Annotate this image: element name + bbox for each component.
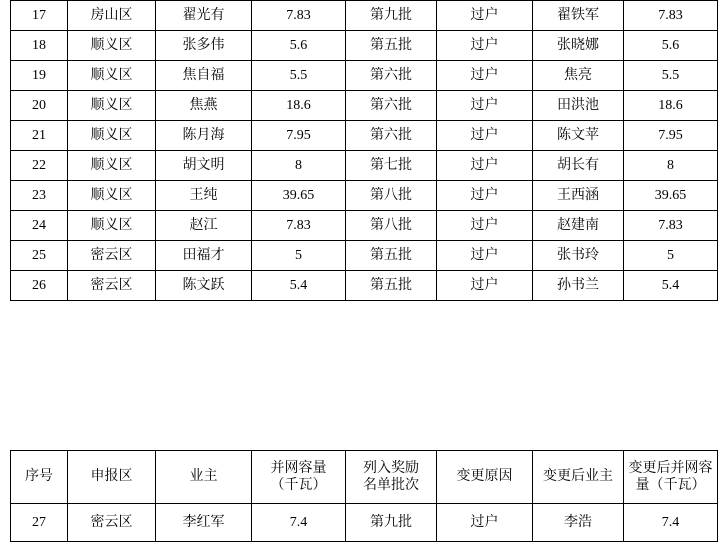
cell-new-capacity: 18.6 xyxy=(624,91,718,121)
cell-new-capacity: 5.6 xyxy=(624,31,718,61)
table-row xyxy=(11,1,718,31)
table-row xyxy=(11,211,718,241)
table-row xyxy=(11,91,718,121)
cell-new-owner: 田洪池 xyxy=(533,91,624,121)
cell-batch: 第六批 xyxy=(346,121,437,151)
cell-owner: 胡文明 xyxy=(156,151,252,181)
cell-district: 顺义区 xyxy=(68,151,156,181)
cell-new-owner: 张晓娜 xyxy=(533,31,624,61)
header-batch: 列入奖励 名单批次 xyxy=(346,451,437,504)
header-district: 申报区 xyxy=(68,451,156,504)
cell-district: 顺义区 xyxy=(68,211,156,241)
cell-new-capacity: 5 xyxy=(624,241,718,271)
cell-batch: 第八批 xyxy=(346,181,437,211)
data-table-continued xyxy=(10,0,718,301)
cell-batch: 第六批 xyxy=(346,91,437,121)
cell-owner: 李红军 xyxy=(156,504,252,542)
cell-reason: 过户 xyxy=(437,121,533,151)
cell-district: 顺义区 xyxy=(68,121,156,151)
cell-new-owner: 焦亮 xyxy=(533,61,624,91)
header-row xyxy=(11,451,718,504)
cell-capacity: 5.5 xyxy=(252,61,346,91)
table-row xyxy=(11,241,718,271)
cell-new-capacity: 8 xyxy=(624,151,718,181)
cell-district: 密云区 xyxy=(68,241,156,271)
cell-batch: 第九批 xyxy=(346,504,437,542)
cell-new-capacity: 7.4 xyxy=(624,504,718,542)
cell-new-capacity: 5.4 xyxy=(624,271,718,301)
cell-new-owner: 李浩 xyxy=(533,504,624,542)
cell-reason: 过户 xyxy=(437,181,533,211)
cell-reason: 过户 xyxy=(437,241,533,271)
cell-batch: 第五批 xyxy=(346,241,437,271)
table-row xyxy=(11,181,718,211)
cell-capacity: 5 xyxy=(252,241,346,271)
table-row xyxy=(11,504,718,542)
cell-reason: 过户 xyxy=(437,91,533,121)
cell-new-capacity: 7.83 xyxy=(624,1,718,31)
cell-reason: 过户 xyxy=(437,61,533,91)
cell-capacity: 7.83 xyxy=(252,1,346,31)
cell-reason: 过户 xyxy=(437,271,533,301)
cell-new-owner: 孙书兰 xyxy=(533,271,624,301)
cell-new-capacity: 7.95 xyxy=(624,121,718,151)
cell-index: 25 xyxy=(11,241,68,271)
cell-index: 23 xyxy=(11,181,68,211)
header-new-capacity: 变更后并网容 量（千瓦） xyxy=(624,451,718,504)
cell-batch: 第五批 xyxy=(346,271,437,301)
header-new-owner: 变更后业主 xyxy=(533,451,624,504)
cell-reason: 过户 xyxy=(437,31,533,61)
cell-district: 顺义区 xyxy=(68,91,156,121)
cell-capacity: 7.4 xyxy=(252,504,346,542)
cell-index: 22 xyxy=(11,151,68,181)
cell-batch: 第六批 xyxy=(346,61,437,91)
header-index: 序号 xyxy=(11,451,68,504)
cell-owner: 焦自福 xyxy=(156,61,252,91)
cell-index: 27 xyxy=(11,504,68,542)
cell-owner: 陈月海 xyxy=(156,121,252,151)
cell-owner: 田福才 xyxy=(156,241,252,271)
cell-owner: 陈文跃 xyxy=(156,271,252,301)
cell-district: 房山区 xyxy=(68,1,156,31)
cell-district: 顺义区 xyxy=(68,31,156,61)
table-body xyxy=(11,1,718,301)
cell-district: 顺义区 xyxy=(68,181,156,211)
cell-new-owner: 翟铁军 xyxy=(533,1,624,31)
cell-district: 密云区 xyxy=(68,271,156,301)
cell-capacity: 8 xyxy=(252,151,346,181)
cell-index: 20 xyxy=(11,91,68,121)
cell-index: 26 xyxy=(11,271,68,301)
cell-reason: 过户 xyxy=(437,504,533,542)
table-body xyxy=(11,504,718,542)
cell-reason: 过户 xyxy=(437,211,533,241)
cell-index: 18 xyxy=(11,31,68,61)
cell-new-owner: 胡长有 xyxy=(533,151,624,181)
cell-capacity: 5.6 xyxy=(252,31,346,61)
cell-reason: 过户 xyxy=(437,151,533,181)
cell-batch: 第七批 xyxy=(346,151,437,181)
cell-new-capacity: 39.65 xyxy=(624,181,718,211)
cell-owner: 赵江 xyxy=(156,211,252,241)
cell-index: 19 xyxy=(11,61,68,91)
table-row xyxy=(11,121,718,151)
cell-new-owner: 王西涵 xyxy=(533,181,624,211)
header-capacity: 并网容量 （千瓦） xyxy=(252,451,346,504)
cell-owner: 王纯 xyxy=(156,181,252,211)
cell-reason: 过户 xyxy=(437,1,533,31)
table-row xyxy=(11,151,718,181)
cell-capacity: 18.6 xyxy=(252,91,346,121)
cell-capacity: 5.4 xyxy=(252,271,346,301)
data-table-next-page xyxy=(10,450,718,542)
cell-new-owner: 赵建南 xyxy=(533,211,624,241)
cell-owner: 翟光有 xyxy=(156,1,252,31)
cell-district: 密云区 xyxy=(68,504,156,542)
header-owner: 业主 xyxy=(156,451,252,504)
cell-index: 21 xyxy=(11,121,68,151)
table-row xyxy=(11,271,718,301)
cell-index: 17 xyxy=(11,1,68,31)
cell-new-owner: 张书玲 xyxy=(533,241,624,271)
cell-district: 顺义区 xyxy=(68,61,156,91)
cell-new-capacity: 7.83 xyxy=(624,211,718,241)
cell-capacity: 39.65 xyxy=(252,181,346,211)
table-row xyxy=(11,31,718,61)
cell-capacity: 7.95 xyxy=(252,121,346,151)
table-header xyxy=(11,451,718,504)
cell-new-capacity: 5.5 xyxy=(624,61,718,91)
cell-batch: 第八批 xyxy=(346,211,437,241)
cell-capacity: 7.83 xyxy=(252,211,346,241)
cell-batch: 第五批 xyxy=(346,31,437,61)
header-reason: 变更原因 xyxy=(437,451,533,504)
cell-index: 24 xyxy=(11,211,68,241)
cell-owner: 张多伟 xyxy=(156,31,252,61)
table-row xyxy=(11,61,718,91)
cell-owner: 焦燕 xyxy=(156,91,252,121)
cell-batch: 第九批 xyxy=(346,1,437,31)
cell-new-owner: 陈文苹 xyxy=(533,121,624,151)
